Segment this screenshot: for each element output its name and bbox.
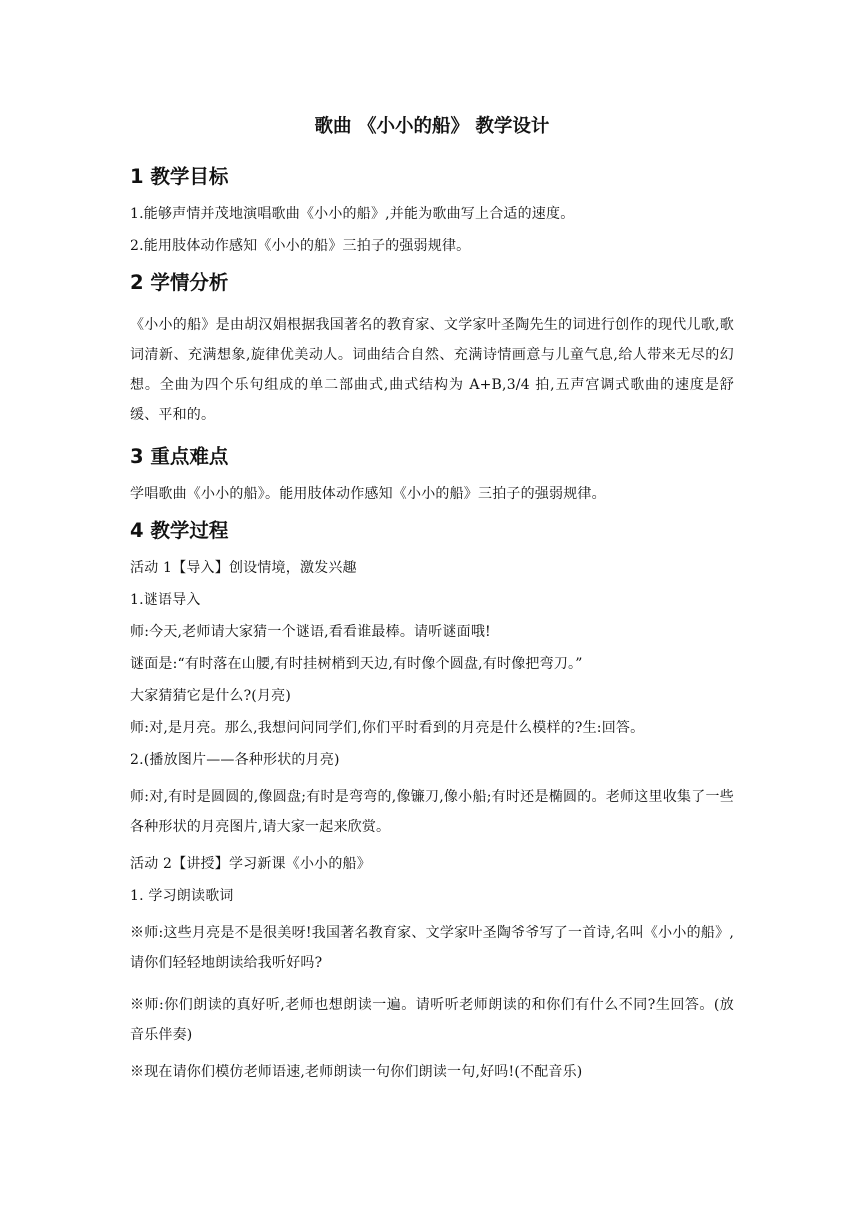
process-line: ※现在请你们模仿老师语速,老师朗读一句你们朗读一句,好吗!(不配音乐)	[130, 1064, 583, 1080]
heading-key-points: 3 重点难点	[130, 445, 229, 468]
analysis-paragraph: 《小小的船》是由胡汉娟根据我国著名的教育家、文学家叶圣陶先生的词进行创作的现代儿歌,歌词清新、充满想象,旋律优美动人。词曲结合自然、充满诗情画意与儿童气息,给人带来无尽的幻想。全曲为四个乐句组成的单二部曲式,曲式结构为 A+B,3/4 拍,五声宫调式歌曲的速度是舒缓、平和的。	[130, 317, 734, 423]
heading-teaching-process: 4 教学过程	[130, 519, 229, 542]
goal-item-1: 1.能够声情并茂地演唱歌曲《小小的船》,并能为歌曲写上合适的速度。	[130, 206, 575, 222]
heading-student-analysis: 2 学情分析	[130, 271, 229, 294]
goal-item-2: 2.能用肢体动作感知《小小的船》三拍子的强弱规律。	[130, 238, 471, 254]
process-line: 谜面是:“有时落在山腰,有时挂树梢到天边,有时像个圆盘,有时像把弯刀。”	[130, 656, 583, 672]
process-line: 师:今天,老师请大家猜一个谜语,看看谁最棒。请听谜面哦!	[130, 624, 491, 640]
activity-1-title: 活动 1【导入】创设情境，激发兴趣	[130, 560, 357, 576]
process-line: ※师:这些月亮是不是很美呀!我国著名教育家、文学家叶圣陶爷爷写了一首诗,名叫《小小的船》,请你们轻轻地朗读给我听好吗?	[130, 925, 734, 971]
document-title: 歌曲 《小小的船》 教学设计	[314, 116, 550, 137]
process-line: ※师:你们朗读的真好听,老师也想朗读一遍。请听听老师朗读的和你们有什么不同?生回答。(放音乐伴奏)	[130, 997, 734, 1043]
keypoints-paragraph: 学唱歌曲《小小的船》。能用肢体动作感知《小小的船》三拍子的强弱规律。	[130, 486, 606, 502]
document-content	[130, 112, 734, 1082]
process-line: 2.(播放图片——各种形状的月亮)	[130, 752, 340, 768]
process-line: 1. 学习朗读歌词	[130, 888, 234, 904]
heading-teaching-goals: 1 教学目标	[130, 165, 229, 188]
process-line: 大家猜猜它是什么?(月亮)	[130, 688, 292, 704]
process-line: 师:对,是月亮。那么,我想问问同学们,你们平时看到的月亮是什么模样的?生:回答。	[130, 720, 645, 736]
activity-2-title: 活动 2【讲授】学习新课《小小的船》	[130, 856, 371, 872]
process-line: 1.谜语导入	[130, 592, 201, 608]
process-line: 师:对,有时是圆圆的,像圆盘;有时是弯弯的,像镰刀,像小船;有时还是椭圆的。老师这里收集了一些各种形状的月亮图片,请大家一起来欣赏。	[130, 789, 734, 835]
